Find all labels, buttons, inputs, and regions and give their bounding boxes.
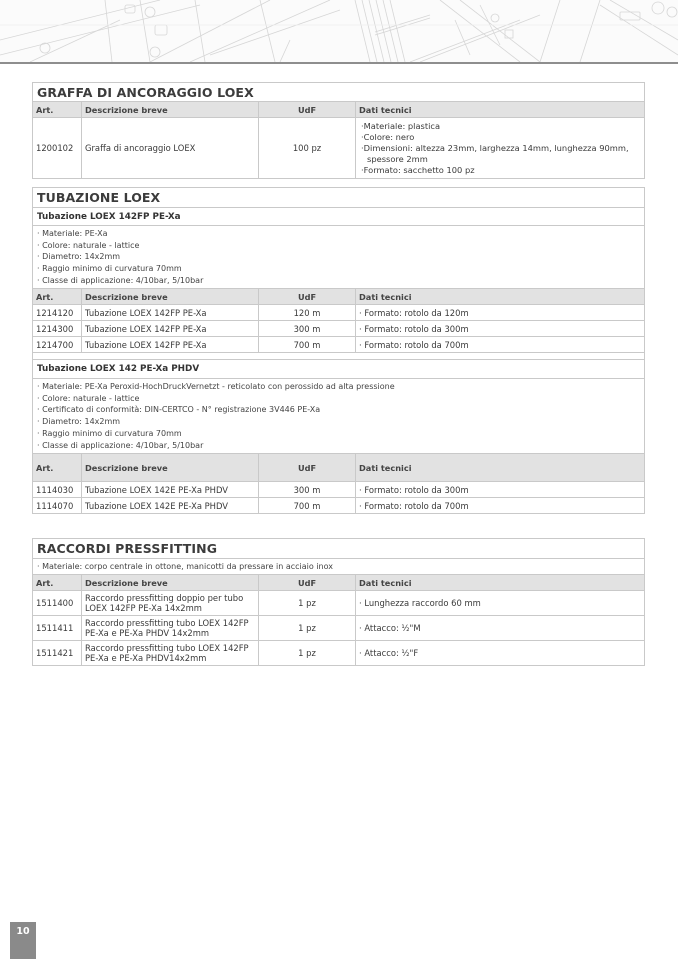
spec-item: · Dimensioni: altezza 23mm, larghezza 14mm, lunghezza 90mm, spessore 2mm	[361, 143, 639, 165]
dati-cell: · Lunghezza raccordo 60 mm	[359, 598, 481, 608]
spec-item: · Diametro: 14x2mm	[37, 251, 640, 263]
table-header-row	[33, 101, 644, 117]
column-header-desc: Descrizione breve	[82, 289, 259, 304]
column-header-art: Art.	[33, 454, 82, 481]
udf-cell: 1 pz	[259, 641, 356, 665]
spec-list	[359, 120, 641, 177]
graffa-table	[32, 82, 645, 179]
table-header-row	[33, 574, 644, 590]
table-row	[33, 481, 644, 497]
table-row	[33, 336, 644, 352]
udf-cell: 300 m	[259, 321, 356, 336]
udf-cell: 100 pz	[259, 118, 356, 178]
dati-cell: · Formato: rotolo da 300m	[359, 484, 469, 495]
section-title: TUBAZIONE LOEX	[37, 190, 161, 205]
column-header-desc: Descrizione breve	[82, 454, 259, 481]
dati-cell: · Attacco: ½"F	[359, 648, 419, 658]
group-spec-list	[33, 378, 644, 453]
column-header-udf: UdF	[259, 454, 356, 481]
column-header-udf: UdF	[259, 575, 356, 590]
raccordi-table	[32, 538, 645, 666]
desc-cell: Tubazione LOEX 142E PE-Xa PHDV	[82, 498, 259, 513]
desc-cell: Tubazione LOEX 142FP PE-Xa	[82, 305, 259, 320]
dati-cell: · Formato: rotolo da 300m	[359, 323, 469, 334]
desc-cell: Raccordo pressfitting tubo LOEX 142FP PE-Xa e PE-Xa PHDV14x2mm	[82, 641, 259, 665]
group-spacer	[33, 352, 644, 359]
column-header-art: Art.	[33, 575, 82, 590]
table-row	[33, 640, 644, 665]
material-note: · Materiale: corpo centrale in ottone, manicotti da pressare in acciaio inox	[33, 558, 644, 574]
column-header-dati: Dati tecnici	[359, 291, 412, 302]
column-header-dati: Dati tecnici	[359, 577, 412, 588]
table-row	[33, 117, 644, 178]
spec-item: · Colore: nero	[361, 132, 639, 143]
udf-cell: 1 pz	[259, 591, 356, 615]
art-cell: 1214300	[33, 321, 82, 336]
tubazione-table	[32, 187, 645, 514]
spec-item: · Materiale: PE-Xa Peroxid-HochDruckVernetzt - reticolato con perossido ad alta pressione	[37, 381, 640, 393]
udf-cell: 700 m	[259, 498, 356, 513]
group-subtitle: Tubazione LOEX 142FP PE-Xa	[33, 207, 644, 225]
desc-cell: Raccordo pressfitting tubo LOEX 142FP PE-Xa e PE-Xa PHDV 14x2mm	[82, 616, 259, 640]
art-cell: 1511400	[33, 591, 82, 615]
spec-item: · Materiale: plastica	[361, 121, 639, 132]
udf-cell: 1 pz	[259, 616, 356, 640]
spec-item: · Materiale: PE-Xa	[37, 228, 640, 240]
art-cell: 1214120	[33, 305, 82, 320]
spec-item: · Raggio minimo di curvatura 70mm	[37, 428, 640, 440]
desc-cell: Tubazione LOEX 142FP PE-Xa	[82, 337, 259, 352]
table-row	[33, 615, 644, 640]
group-subtitle: Tubazione LOEX 142 PE-Xa PHDV	[33, 359, 644, 378]
art-cell: 1214700	[33, 337, 82, 352]
spec-item: · Colore: naturale - lattice	[37, 393, 640, 405]
desc-cell: Graffa di ancoraggio LOEX	[82, 118, 259, 178]
group-spec-list	[33, 225, 644, 288]
page-number: 10	[10, 922, 36, 959]
column-header-desc: Descrizione breve	[82, 575, 259, 590]
table-row	[33, 497, 644, 513]
dati-cell: · Formato: rotolo da 120m	[359, 307, 469, 318]
desc-cell: Tubazione LOEX 142FP PE-Xa	[82, 321, 259, 336]
udf-cell: 120 m	[259, 305, 356, 320]
column-header-desc: Descrizione breve	[82, 102, 259, 117]
table-row	[33, 590, 644, 615]
spec-item: · Diametro: 14x2mm	[37, 416, 640, 428]
dati-cell: · Attacco: ½"M	[359, 623, 421, 633]
spec-item: · Classe di applicazione: 4/10bar, 5/10bar	[37, 440, 640, 452]
table-row	[33, 320, 644, 336]
spec-item: · Formato: sacchetto 100 pz	[361, 165, 639, 176]
dati-cell: · Formato: rotolo da 700m	[359, 339, 469, 350]
table-header-row	[33, 288, 644, 304]
header-divider	[0, 62, 678, 64]
dati-cell: · Formato: rotolo da 700m	[359, 500, 469, 511]
desc-cell: Raccordo pressfitting doppio per tubo LOEX 142FP PE-Xa 14x2mm	[82, 591, 259, 615]
udf-cell: 700 m	[259, 337, 356, 352]
spec-item: · Colore: naturale - lattice	[37, 240, 640, 252]
dati-cell	[356, 118, 644, 178]
art-cell: 1511411	[33, 616, 82, 640]
spec-item: · Raggio minimo di curvatura 70mm	[37, 263, 640, 275]
art-cell: 1200102	[33, 118, 82, 178]
architectural-drawing-icon	[0, 0, 678, 62]
table-header-row	[33, 453, 644, 481]
art-cell: 1511421	[33, 641, 82, 665]
udf-cell: 300 m	[259, 482, 356, 497]
spec-item: · Classe di applicazione: 4/10bar, 5/10bar	[37, 275, 640, 287]
column-header-dati: Dati tecnici	[359, 104, 412, 115]
desc-cell: Tubazione LOEX 142E PE-Xa PHDV	[82, 482, 259, 497]
column-header-art: Art.	[33, 289, 82, 304]
column-header-udf: UdF	[259, 102, 356, 117]
table-row	[33, 304, 644, 320]
art-cell: 1114070	[33, 498, 82, 513]
section-title: GRAFFA DI ANCORAGGIO LOEX	[37, 84, 254, 100]
column-header-dati: Dati tecnici	[359, 462, 412, 473]
column-header-art: Art.	[33, 102, 82, 117]
art-cell: 1114030	[33, 482, 82, 497]
column-header-udf: UdF	[259, 289, 356, 304]
spec-item: · Certificato di conformità: DIN-CERTCO - N° registrazione 3V446 PE-Xa	[37, 404, 640, 416]
section-title: RACCORDI PRESSFITTING	[37, 541, 218, 556]
blueprint-header-illustration	[0, 0, 678, 62]
